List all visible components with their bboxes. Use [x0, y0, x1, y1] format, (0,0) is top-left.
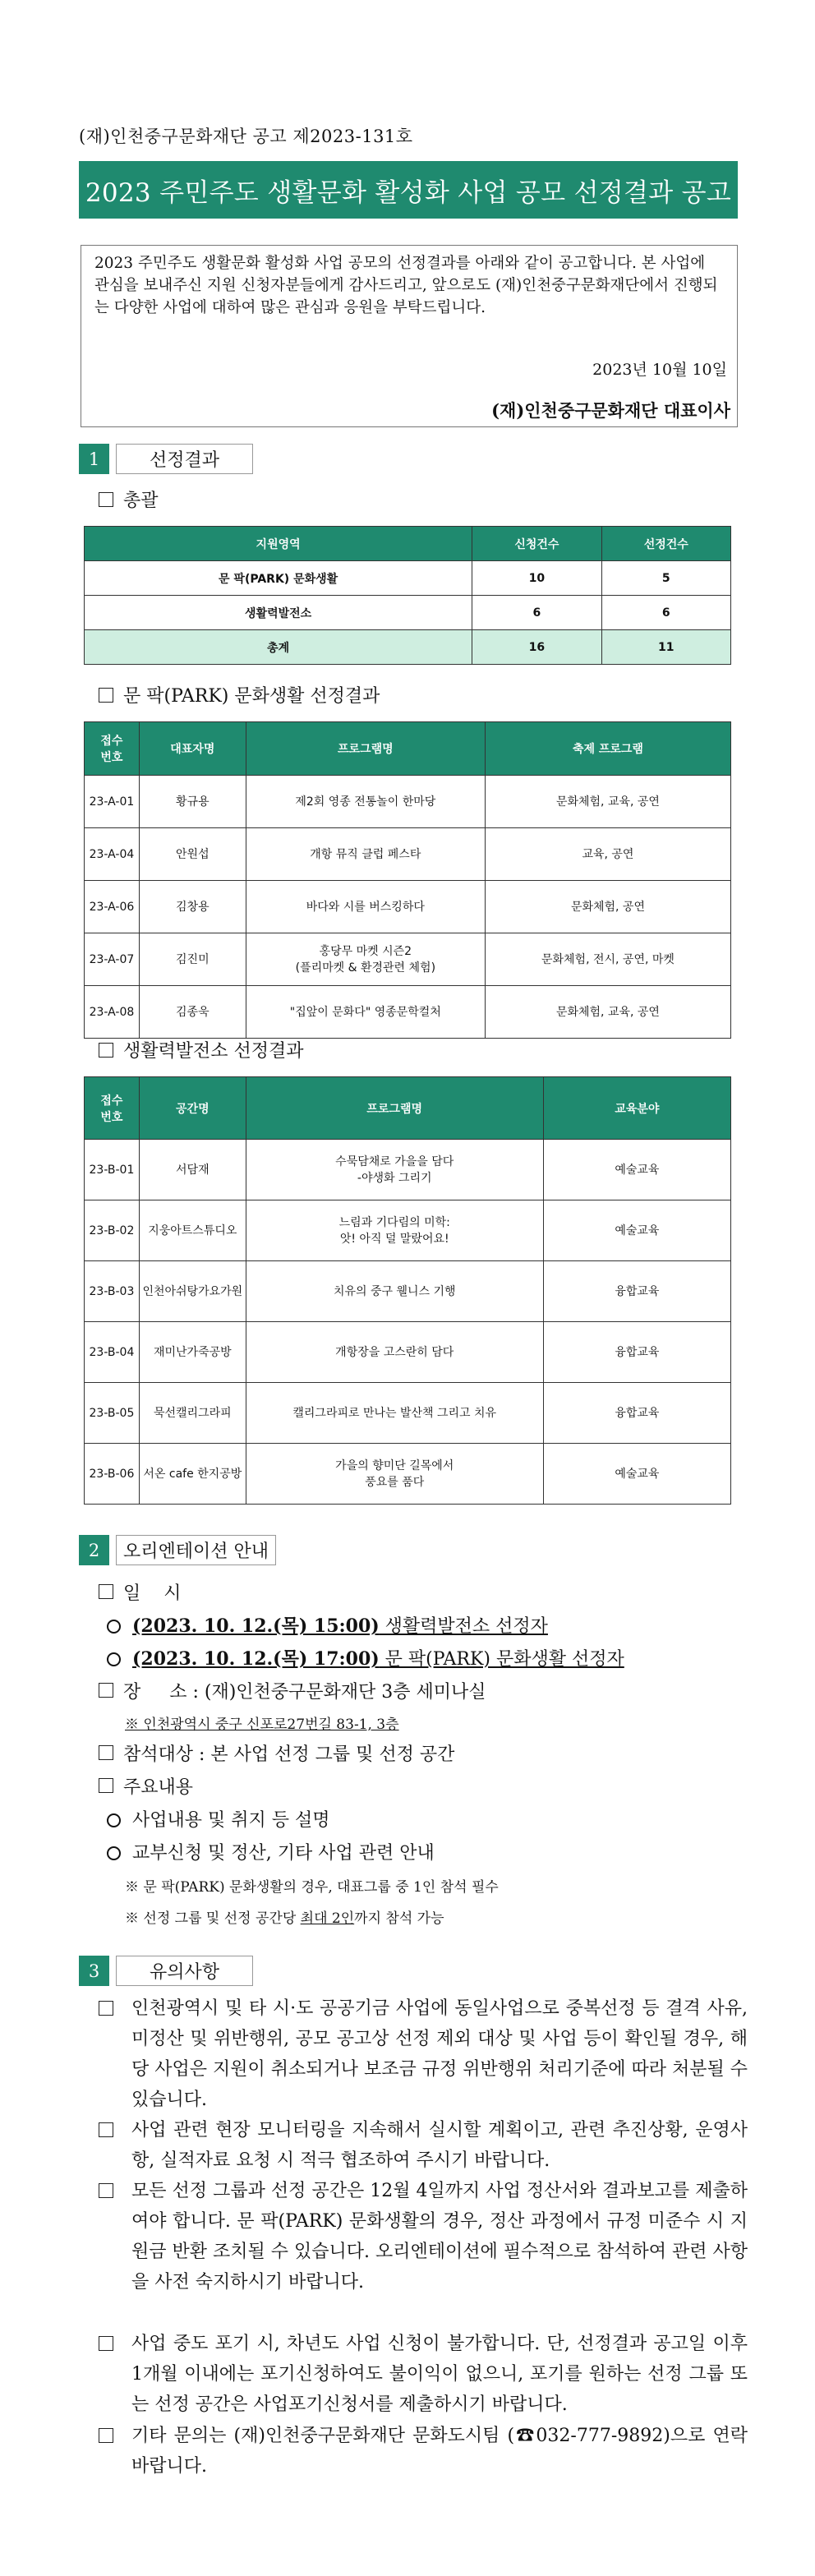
summary-label: 총괄: [123, 491, 159, 511]
table-row: [85, 1200, 731, 1261]
table-cell: 바다와 시를 버스킹하다: [246, 881, 485, 933]
table-cell: 예술교육: [543, 1444, 730, 1505]
table-cell: 김창용: [139, 881, 246, 933]
schedule-item: [107, 1645, 624, 1670]
schedule-line: [99, 1579, 181, 1605]
schedule-desc: 문 팍(PARK) 문화생활 선정자: [379, 1649, 624, 1670]
table-cell: 캘리그라피로 만나는 발산책 그리고 치유: [246, 1383, 543, 1444]
content-item-text: 교부신청 및 정산, 기타 사업 관련 안내: [132, 1843, 435, 1864]
schedule-desc: 생활력발전소 선정자: [379, 1616, 548, 1637]
content-item-text: 사업내용 및 취지 등 설명: [132, 1810, 330, 1831]
table-cell: 김종욱: [139, 986, 246, 1039]
table-total-row: [85, 630, 731, 665]
summary-table: [84, 526, 731, 665]
table-cell: 융합교육: [543, 1322, 730, 1383]
table-cell: 서온 cafe 한지공방: [139, 1444, 246, 1505]
table-cell: 지웅아트스튜디오: [139, 1200, 246, 1261]
content-line: [99, 1773, 193, 1799]
attendance-limit: 최대 2인: [300, 1910, 355, 1927]
table-cell: 문화체험, 교육, 공연: [485, 776, 730, 828]
table-row: [85, 1140, 731, 1200]
life-label: 생활력발전소 선정결과: [123, 1041, 304, 1062]
table-row: [85, 933, 731, 986]
checkbox-square-icon: [99, 2428, 113, 2443]
table-cell: 23-B-04: [85, 1322, 140, 1383]
section2-header: [79, 1535, 276, 1565]
table-cell: 예술교육: [543, 1200, 730, 1261]
life-subhead: [99, 1037, 304, 1062]
attendance-note-text: ※ 선정 그룹 및 선정 공간당: [125, 1910, 301, 1927]
section3-header: [79, 1956, 253, 1986]
table-cell: 11: [601, 630, 730, 665]
table-cell: 김진미: [139, 933, 246, 986]
checkbox-square-icon: [99, 2122, 113, 2137]
table-cell: "집앞이 문화다" 영종문학컬처: [246, 986, 485, 1039]
table-cell: 문화체험, 교육, 공연: [485, 986, 730, 1039]
intro-text: 2023 주민주도 생활문화 활성화 사업 공모의 선정결과를 아래와 같이 공고합니다. 본 사업에 관심을 보내주신 지원 신청자분들에게 감사드리고, 앞으로도 (재)인천중구문화재단에서 진행되는 다양한 사업에 대하여 많은 관심과 응원을 부탁드립니다.: [94, 255, 718, 316]
checkbox-square-icon: [99, 1745, 113, 1760]
circle-bullet-icon: [107, 1846, 121, 1860]
table-cell: 생활력발전소: [85, 596, 472, 630]
table-header-row: [85, 722, 731, 776]
table-cell: 23-B-06: [85, 1444, 140, 1505]
table-row: [85, 986, 731, 1039]
table-cell: 서담재: [139, 1140, 246, 1200]
table-cell: 23-A-07: [85, 933, 140, 986]
section2-title: 오리엔테이션 안내: [116, 1535, 276, 1565]
table-cell: 제2회 영종 전통놀이 한마당: [246, 776, 485, 828]
intro-org: (재)인천중구문화재단 대표이사: [491, 400, 730, 421]
attendance-note: ※ 문 팍(PARK) 문화생활의 경우, 대표그룹 중 1인 참석 필수: [125, 1879, 499, 1896]
table-header: 축제 프로그램: [485, 722, 730, 776]
table-cell: 23-B-01: [85, 1140, 140, 1200]
table-row: [85, 828, 731, 881]
table-header: 접수 번호: [85, 722, 140, 776]
intro-box: [81, 245, 738, 427]
section3-title: 유의사항: [116, 1956, 253, 1986]
table-cell: 수묵담채로 가을을 담다 -야생화 그리기: [246, 1140, 543, 1200]
checkbox-square-icon: [99, 2336, 113, 2351]
park-subhead: [99, 682, 380, 707]
life-table: [84, 1076, 731, 1505]
checkbox-square-icon: [99, 2183, 113, 2198]
table-cell: 융합교육: [543, 1261, 730, 1322]
place-note: ※ 인천광역시 중구 신포로27번길 83-1, 3층: [125, 1717, 399, 1733]
table-cell: 6: [472, 596, 601, 630]
section1-title: 선정결과: [116, 444, 253, 474]
caution-item: [99, 2176, 748, 2297]
table-cell: 23-A-04: [85, 828, 140, 881]
caution-text: 인천광역시 및 타 시·도 공공기금 사업에 동일사업으로 중복선정 등 결격 사유, 미정산 및 위반행위, 공모 공고상 선정 제외 대상 및 사업 등이 확인될 경우, 해당 사업은 지원이 취소되거나 보조금 규정 위반행위 처리기준에 따라 처분될 수 있습니다.: [131, 1998, 748, 2110]
table-cell: 황규용: [139, 776, 246, 828]
table-cell: 치유의 중구 웰니스 기행: [246, 1261, 543, 1322]
table-cell: 23-A-01: [85, 776, 140, 828]
table-row: [85, 1444, 731, 1505]
table-cell: 홍당무 마켓 시즌2 (플리마켓 & 환경관련 체험): [246, 933, 485, 986]
section1-header: [79, 444, 253, 474]
table-cell: 문화체험, 공연: [485, 881, 730, 933]
caution-item: [99, 2115, 748, 2176]
target-line: [99, 1740, 454, 1766]
table-header: 공간명: [139, 1077, 246, 1140]
circle-bullet-icon: [107, 1813, 121, 1827]
table-cell: 예술교육: [543, 1140, 730, 1200]
checkbox-square-icon: [99, 2001, 113, 2016]
caution-text: 사업 관련 현장 모니터링을 지속해서 실시할 계획이고, 관련 추진상황, 운영사항, 실적자료 요청 시 적극 협조하여 주시기 바랍니다.: [131, 2120, 748, 2171]
table-row: [85, 1261, 731, 1322]
table-row: [85, 561, 731, 596]
table-cell: 융합교육: [543, 1383, 730, 1444]
table-cell: 16: [472, 630, 601, 665]
park-label: 문 팍(PARK) 문화생활 선정결과: [123, 686, 380, 707]
content-item: [107, 1806, 330, 1832]
circle-bullet-icon: [107, 1620, 121, 1634]
attendance-note: [125, 1906, 444, 1927]
caution-text: 사업 중도 포기 시, 차년도 사업 신청이 불가합니다. 단, 선정결과 공고일 이후 1개월 이내에는 포기신청하여도 불이익이 없으니, 포기를 원하는 선정 그룹 또는 선정 공간은 사업포기신청서를 제출하시기 바랍니다.: [131, 2334, 748, 2415]
checkbox-square-icon: [99, 688, 113, 703]
table-cell: 23-A-06: [85, 881, 140, 933]
table-header: 교육분야: [543, 1077, 730, 1140]
target-label: 참석대상 : 본 사업 선정 그룹 및 선정 공간: [123, 1744, 455, 1765]
table-cell: 가을의 향미단 길목에서 풍요를 품다: [246, 1444, 543, 1505]
table-row: [85, 881, 731, 933]
table-header-row: [85, 527, 731, 561]
caution-item: [99, 1993, 748, 2115]
caution-text: 모든 선정 그룹과 선정 공간은 12월 4일까지 사업 정산서와 결과보고를 제출하여야 합니다. 문 팍(PARK) 문화생활의 경우, 정산 과정에서 규정 미준수 시 지원금 반환 조치될 수 있습니다. 오리엔테이션에 필수적으로 참석하여 관련 사항을 사전 숙지하시기 바랍니다.: [131, 2181, 748, 2293]
table-header: 프로그램명: [246, 722, 485, 776]
table-header: 선정건수: [601, 527, 730, 561]
table-cell: 10: [472, 561, 601, 596]
table-cell: 총계: [85, 630, 472, 665]
caution-item: [99, 2421, 748, 2482]
caution-text: 기타 문의는 (재)인천중구문화재단 문화도시팀 (☎032-777-9892)으로 연락 바랍니다.: [131, 2426, 748, 2477]
section1-number: 1: [79, 444, 109, 474]
summary-subhead: [99, 486, 159, 512]
schedule-date: (2023. 10. 12.(목) 17:00): [132, 1648, 380, 1670]
table-row: [85, 1322, 731, 1383]
table-cell: 문 팍(PARK) 문화생활: [85, 561, 472, 596]
table-cell: 느림과 기다림의 미학: 앗! 아직 덜 말랐어요!: [246, 1200, 543, 1261]
content-item: [107, 1839, 435, 1864]
table-cell: 개항 뮤직 클럽 페스타: [246, 828, 485, 881]
section2-number: 2: [79, 1535, 109, 1565]
table-header: 접수 번호: [85, 1077, 140, 1140]
table-row: [85, 596, 731, 630]
table-row: [85, 776, 731, 828]
table-cell: 재미난가죽공방: [139, 1322, 246, 1383]
attendance-note-text: 까지 참석 가능: [354, 1910, 444, 1927]
checkbox-square-icon: [99, 1683, 113, 1698]
table-header: 프로그램명: [246, 1077, 543, 1140]
page-title: 2023 주민주도 생활문화 활성화 사업 공모 선정결과 공고: [79, 161, 738, 219]
table-row: [85, 1383, 731, 1444]
park-table: [84, 721, 731, 1039]
table-cell: 인천아쉬탕가요가원: [139, 1261, 246, 1322]
table-cell: 교육, 공연: [485, 828, 730, 881]
table-header: 지원영역: [85, 527, 472, 561]
table-cell: 23-B-05: [85, 1383, 140, 1444]
schedule-date: (2023. 10. 12.(목) 15:00): [132, 1615, 380, 1637]
table-cell: 6: [601, 596, 730, 630]
schedule-item: [107, 1612, 548, 1638]
circle-bullet-icon: [107, 1652, 121, 1666]
checkbox-square-icon: [99, 1584, 113, 1599]
place-label: 장 소 : (재)인천중구문화재단 3층 세미나실: [123, 1682, 486, 1703]
table-cell: 안원섭: [139, 828, 246, 881]
checkbox-square-icon: [99, 1778, 113, 1793]
table-cell: 23-A-08: [85, 986, 140, 1039]
table-header: 대표자명: [139, 722, 246, 776]
notice-number: (재)인천중구문화재단 공고 제2023-131호: [79, 127, 413, 146]
checkbox-square-icon: [99, 492, 113, 507]
table-cell: 개항장을 고스란히 담다: [246, 1322, 543, 1383]
table-header-row: [85, 1077, 731, 1140]
content-label: 주요내용: [123, 1777, 194, 1798]
checkbox-square-icon: [99, 1043, 113, 1058]
caution-item: [99, 2329, 748, 2420]
table-cell: 23-B-02: [85, 1200, 140, 1261]
table-cell: 23-B-03: [85, 1261, 140, 1322]
place-line: [99, 1678, 486, 1703]
table-cell: 묵선캘리그라피: [139, 1383, 246, 1444]
table-header: 신청건수: [472, 527, 601, 561]
intro-date: 2023년 10월 10일: [592, 361, 727, 379]
section3-number: 3: [79, 1956, 109, 1986]
table-cell: 5: [601, 561, 730, 596]
schedule-label: 일 시: [123, 1583, 182, 1604]
table-cell: 문화체험, 전시, 공연, 마켓: [485, 933, 730, 986]
